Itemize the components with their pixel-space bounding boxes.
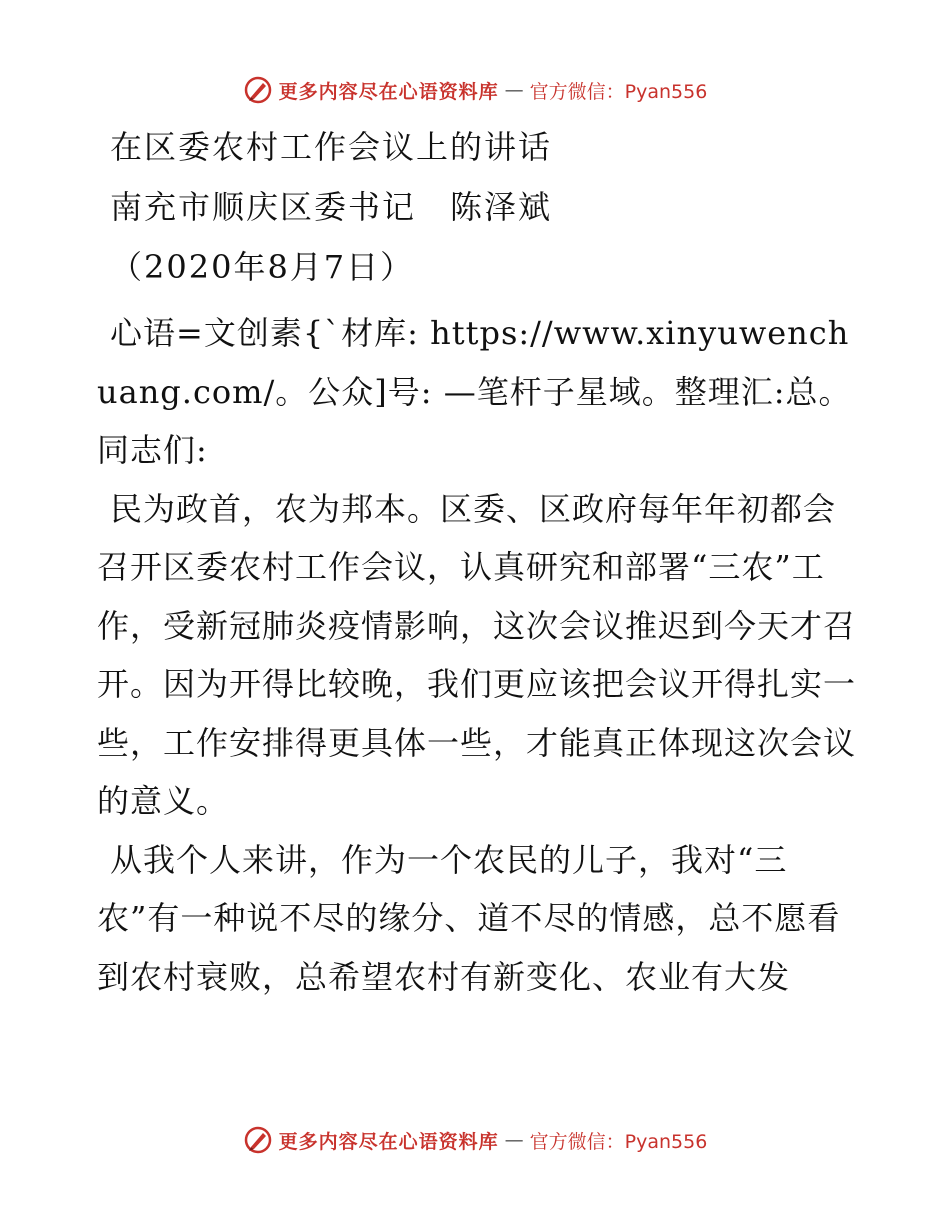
- body-paragraph-1: 民为政首，农为邦本。区委、区政府每年年初都会召开区委农村工作会议，认真研究和部署“三农”工作，受新冠肺炎疫情影响，这次会议推迟到今天才召开。因为开得比较晚，我们更应该把会议开得扎实一些，工作安排得更具体一些，才能真正体现这次会议的意义。: [97, 489, 857, 820]
- banner-main-text: 更多内容尽在心语资料库: [278, 1130, 499, 1153]
- document-date: （2020年8月7日）: [110, 248, 415, 286]
- writing-pen-logo-icon: [243, 1125, 273, 1155]
- header-banner: [0, 70, 950, 110]
- writing-pen-logo-icon: [243, 75, 273, 105]
- document-author: 南充市顺庆区委书记 陈泽斌: [110, 188, 553, 226]
- banner-separator: —: [504, 79, 524, 101]
- document-body: [97, 124, 857, 1006]
- footer-banner: [0, 1120, 950, 1160]
- banner-main-text: 更多内容尽在心语资料库: [278, 80, 499, 103]
- source-paragraph: 心语=文创素{`材库: https://www.xinyuwenchuang.com/。公众]号: —笔杆子星域。整理汇:总。同志们:: [97, 314, 852, 469]
- banner-wechat-text: 官方微信：Pyan556: [529, 1130, 708, 1153]
- banner-separator: —: [504, 1129, 524, 1151]
- banner-wechat-text: 官方微信：Pyan556: [529, 80, 708, 103]
- body-paragraph-2: 从我个人来讲，作为一个农民的儿子，我对“三农”有一种说不尽的缘分、道不尽的情感，总不愿看到农村衰败，总希望农村有新变化、农业有大发: [97, 840, 841, 996]
- document-title: 在区委农村工作会议上的讲话: [110, 128, 553, 166]
